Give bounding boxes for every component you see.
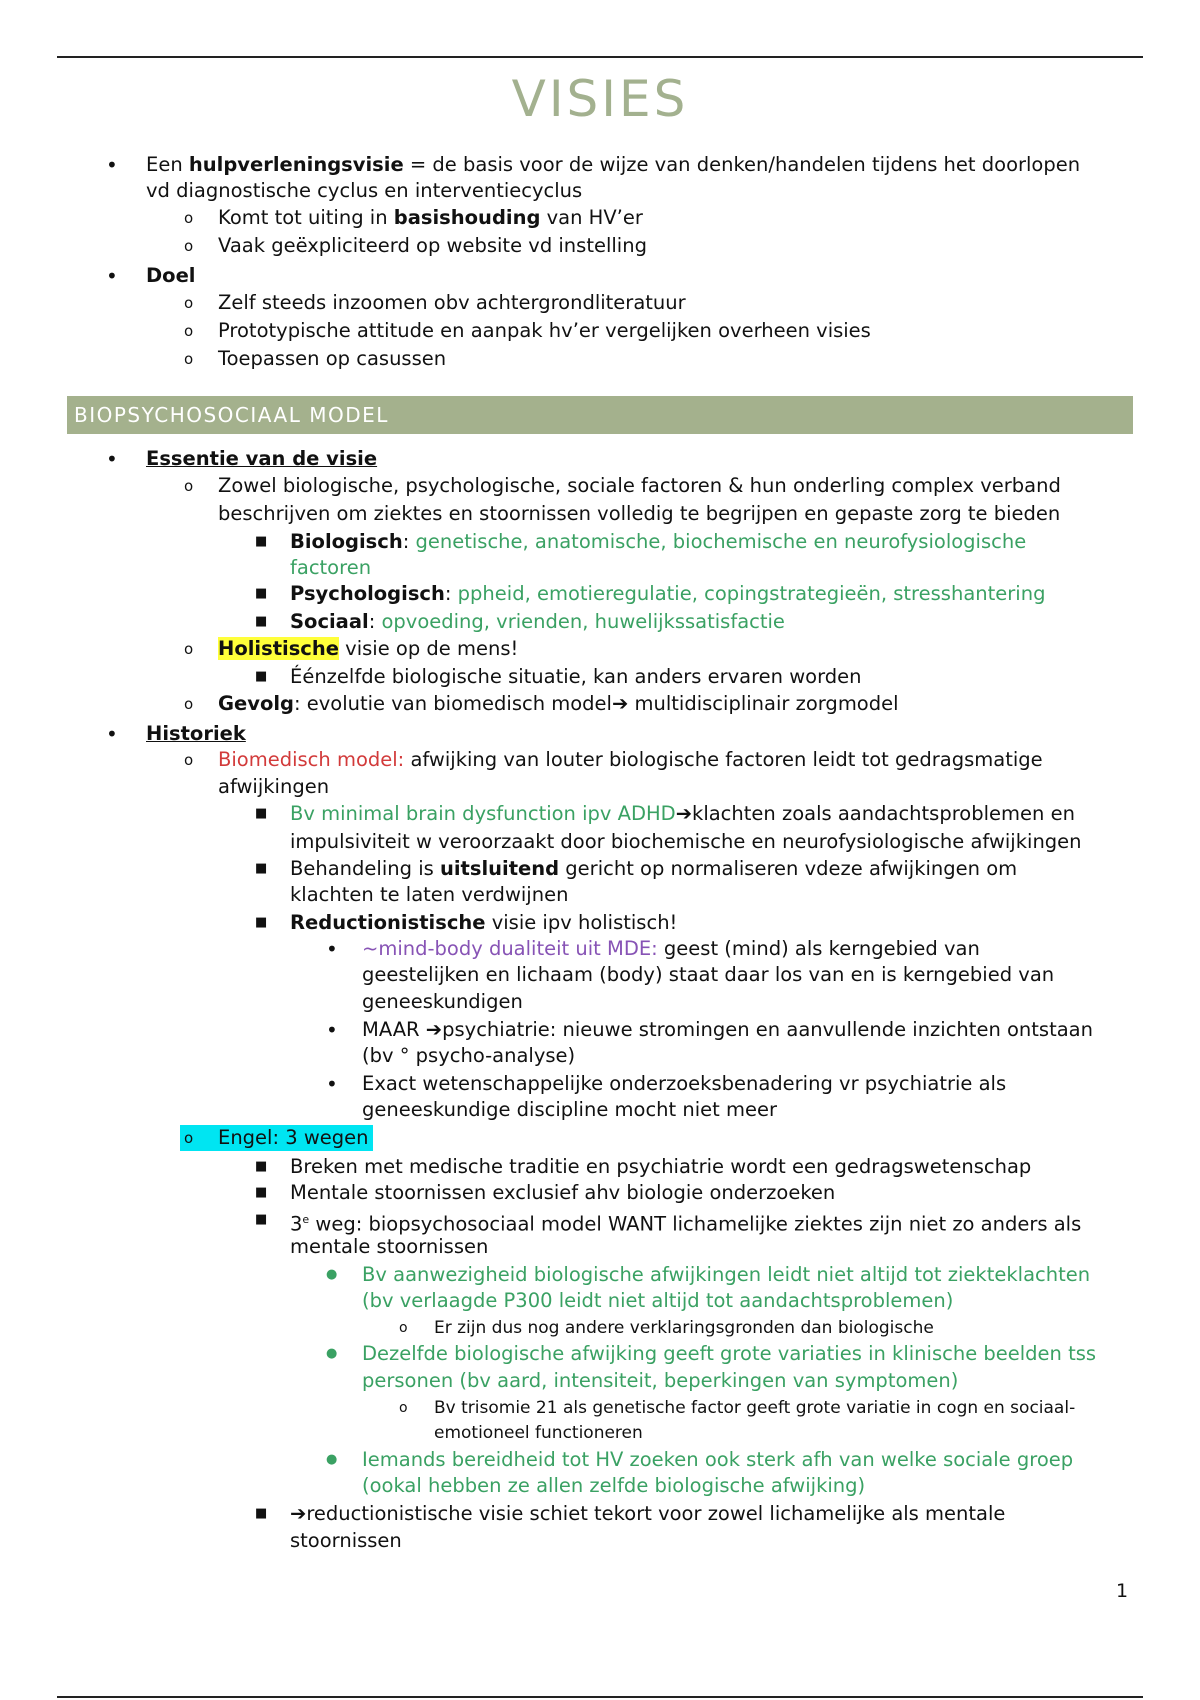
holistic-line: Holistische visie op de mens! bbox=[218, 637, 519, 660]
holistic-sub: Éénzelfde biologische situatie, kan anders ervaren worden bbox=[290, 665, 862, 688]
bullet-square: ■ bbox=[255, 534, 268, 549]
bullet-dot-green: ● bbox=[326, 1346, 338, 1361]
behandeling-line-2: klachten te laten verdwijnen bbox=[290, 883, 569, 906]
bullet-square: ■ bbox=[255, 614, 268, 629]
bv-line-2: impulsiviteit w veroorzaakt door biochemische en neurofysiologische afwijkingen bbox=[290, 830, 1082, 853]
section-heading: BIOPSYCHOSOCIAAL MODEL bbox=[67, 396, 1133, 434]
bullet-dot: • bbox=[326, 937, 338, 961]
green-item-1-line-2: (bv verlaagde P300 leidt niet altijd tot aandachtsproblemen) bbox=[362, 1289, 954, 1312]
doel-heading: Doel bbox=[146, 264, 196, 287]
intro-line-2: vd diagnostische cyclus en interventiecyclus bbox=[146, 179, 583, 202]
weg-3-line-1: 3e weg: biopsychosociaal model WANT lichamelijke ziektes zijn niet zo anders als bbox=[290, 1212, 1082, 1236]
essentie-line-2: beschrijven om ziektes en stoornissen volledig te begrijpen en gepaste zorg te bieden bbox=[218, 502, 1061, 525]
green-item-2-sub-1: Bv trisomie 21 als genetische factor geeft grote variatie in cogn en sociaal- bbox=[434, 1398, 1076, 1418]
bullet-square: ■ bbox=[255, 806, 268, 821]
intro-line-3: Komt tot uiting in basishouding van HV’er bbox=[218, 206, 643, 229]
weg-1: Breken met medische traditie en psychiatrie wordt een gedragswetenschap bbox=[290, 1155, 1032, 1178]
bullet-dot: • bbox=[326, 1072, 338, 1096]
exact-line-2: geneeskundige discipline mocht niet meer bbox=[362, 1098, 778, 1121]
bullet-o: o bbox=[184, 695, 194, 713]
bullet-square: ■ bbox=[255, 1185, 268, 1200]
gevolg-line: Gevolg: evolutie van biomedisch model➔ multidisciplinair zorgmodel bbox=[218, 692, 899, 715]
weg-3-line-2: mentale stoornissen bbox=[290, 1235, 489, 1258]
bullet-dot: • bbox=[106, 722, 118, 746]
historiek-heading: Historiek bbox=[146, 722, 246, 745]
doel-item-2: Prototypische attitude en aanpak hv’er vergelijken overheen visies bbox=[218, 319, 871, 342]
bullet-dot: • bbox=[106, 153, 118, 177]
bio-line-1: Biologisch: genetische, anatomische, biochemische en neurofysiologische bbox=[290, 530, 1027, 553]
bullet-square: ■ bbox=[255, 915, 268, 930]
maar-line-1: MAAR ➔psychiatrie: nieuwe stromingen en aanvullende inzichten ontstaan bbox=[362, 1018, 1093, 1041]
bullet-square: ■ bbox=[255, 1159, 268, 1174]
bullet-square: ■ bbox=[255, 1212, 268, 1227]
intro-line-4: Vaak geëxpliciteerd op website vd instelling bbox=[218, 234, 647, 257]
mind-line-1: ~mind-body dualiteit uit MDE: geest (mind) als kerngebied van bbox=[362, 937, 980, 960]
exact-line-1: Exact wetenschappelijke onderzoeksbenadering vr psychiatrie als bbox=[362, 1072, 1007, 1095]
bullet-square: ■ bbox=[255, 586, 268, 601]
page-number: 1 bbox=[1116, 1580, 1129, 1602]
soc-line: Sociaal: opvoeding, vrienden, huwelijkssatisfactie bbox=[290, 610, 785, 633]
bullet-o: o bbox=[184, 294, 194, 312]
essentie-heading: Essentie van de visie bbox=[146, 447, 378, 470]
biomedisch-line-2: afwijkingen bbox=[218, 775, 330, 798]
bullet-dot-green: ● bbox=[326, 1267, 338, 1282]
bullet-dot: • bbox=[326, 1018, 338, 1042]
green-item-3-line-1: Iemands bereidheid tot HV zoeken ook sterk afh van welke sociale groep bbox=[362, 1448, 1074, 1471]
behandeling-line-1: Behandeling is uitsluitend gericht op normaliseren vdeze afwijkingen om bbox=[290, 857, 1018, 880]
green-item-1-sub: Er zijn dus nog andere verklaringsgronden dan biologische bbox=[434, 1318, 934, 1338]
essentie-line-1: Zowel biologische, psychologische, sociale factoren & hun onderling complex verband bbox=[218, 474, 1061, 497]
green-item-3-line-2: (ookal hebben ze allen zelfde biologische afwijking) bbox=[362, 1474, 866, 1497]
weg-2: Mentale stoornissen exclusief ahv biologie onderzoeken bbox=[290, 1181, 836, 1204]
bullet-dot-green: ● bbox=[326, 1452, 338, 1467]
green-item-2-line-2: personen (bv aard, intensiteit, beperkingen van symptomen) bbox=[362, 1369, 959, 1392]
bullet-o: o bbox=[184, 477, 194, 495]
bullet-dot: • bbox=[106, 447, 118, 471]
green-item-1-line-1: Bv aanwezigheid biologische afwijkingen leidt niet altijd tot ziekteklachten bbox=[362, 1263, 1091, 1286]
bio-line-2: factoren bbox=[290, 556, 372, 579]
maar-line-2: (bv ° psycho-analyse) bbox=[362, 1044, 576, 1067]
bullet-o: o bbox=[184, 350, 194, 368]
bullet-dot: • bbox=[106, 264, 118, 288]
bullet-o: o bbox=[399, 1400, 408, 1416]
biomedisch-line-1: Biomedisch model: afwijking van louter biologische factoren leidt tot gedragsmatige bbox=[218, 748, 1043, 771]
bullet-o: o bbox=[399, 1320, 408, 1336]
top-rule bbox=[57, 56, 1143, 58]
bullet-o: o bbox=[184, 209, 194, 227]
engel-line: Engel: 3 wegen bbox=[218, 1126, 369, 1149]
intro-line-1: Een hulpverleningsvisie = de basis voor de wijze van denken/handelen tijdens het doorlopen bbox=[146, 153, 1081, 176]
bottom-rule bbox=[57, 1696, 1143, 1698]
bullet-o: o bbox=[184, 640, 194, 658]
bullet-square: ■ bbox=[255, 861, 268, 876]
doel-item-3: Toepassen op casussen bbox=[218, 347, 447, 370]
bv-line-1: Bv minimal brain dysfunction ipv ADHD➔klachten zoals aandachtsproblemen en bbox=[290, 802, 1075, 825]
bullet-square: ■ bbox=[255, 669, 268, 684]
page-title: VISIES bbox=[511, 70, 689, 128]
psy-line: Psychologisch: ppheid, emotieregulatie, copingstrategieën, stresshantering bbox=[290, 582, 1046, 605]
bullet-o: o bbox=[184, 1129, 194, 1147]
mind-line-2: geestelijken en lichaam (body) staat daar los van en is kerngebied van bbox=[362, 963, 1055, 986]
bullet-o: o bbox=[184, 237, 194, 255]
bullet-o: o bbox=[184, 751, 194, 769]
doel-item-1: Zelf steeds inzoomen obv achtergrondliteratuur bbox=[218, 291, 686, 314]
conclusion-line-2: stoornissen bbox=[290, 1529, 402, 1552]
bullet-square: ■ bbox=[255, 1506, 268, 1521]
green-item-2-line-1: Dezelfde biologische afwijking geeft grote variaties in klinische beelden tss bbox=[362, 1342, 1097, 1365]
bullet-o: o bbox=[184, 322, 194, 340]
reductionist-line: Reductionistische visie ipv holistisch! bbox=[290, 911, 678, 934]
green-item-2-sub-2: emotioneel functioneren bbox=[434, 1423, 643, 1443]
mind-line-3: geneeskundigen bbox=[362, 990, 523, 1013]
conclusion-line-1: ➔reductionistische visie schiet tekort voor zowel lichamelijke als mentale bbox=[290, 1502, 1006, 1525]
